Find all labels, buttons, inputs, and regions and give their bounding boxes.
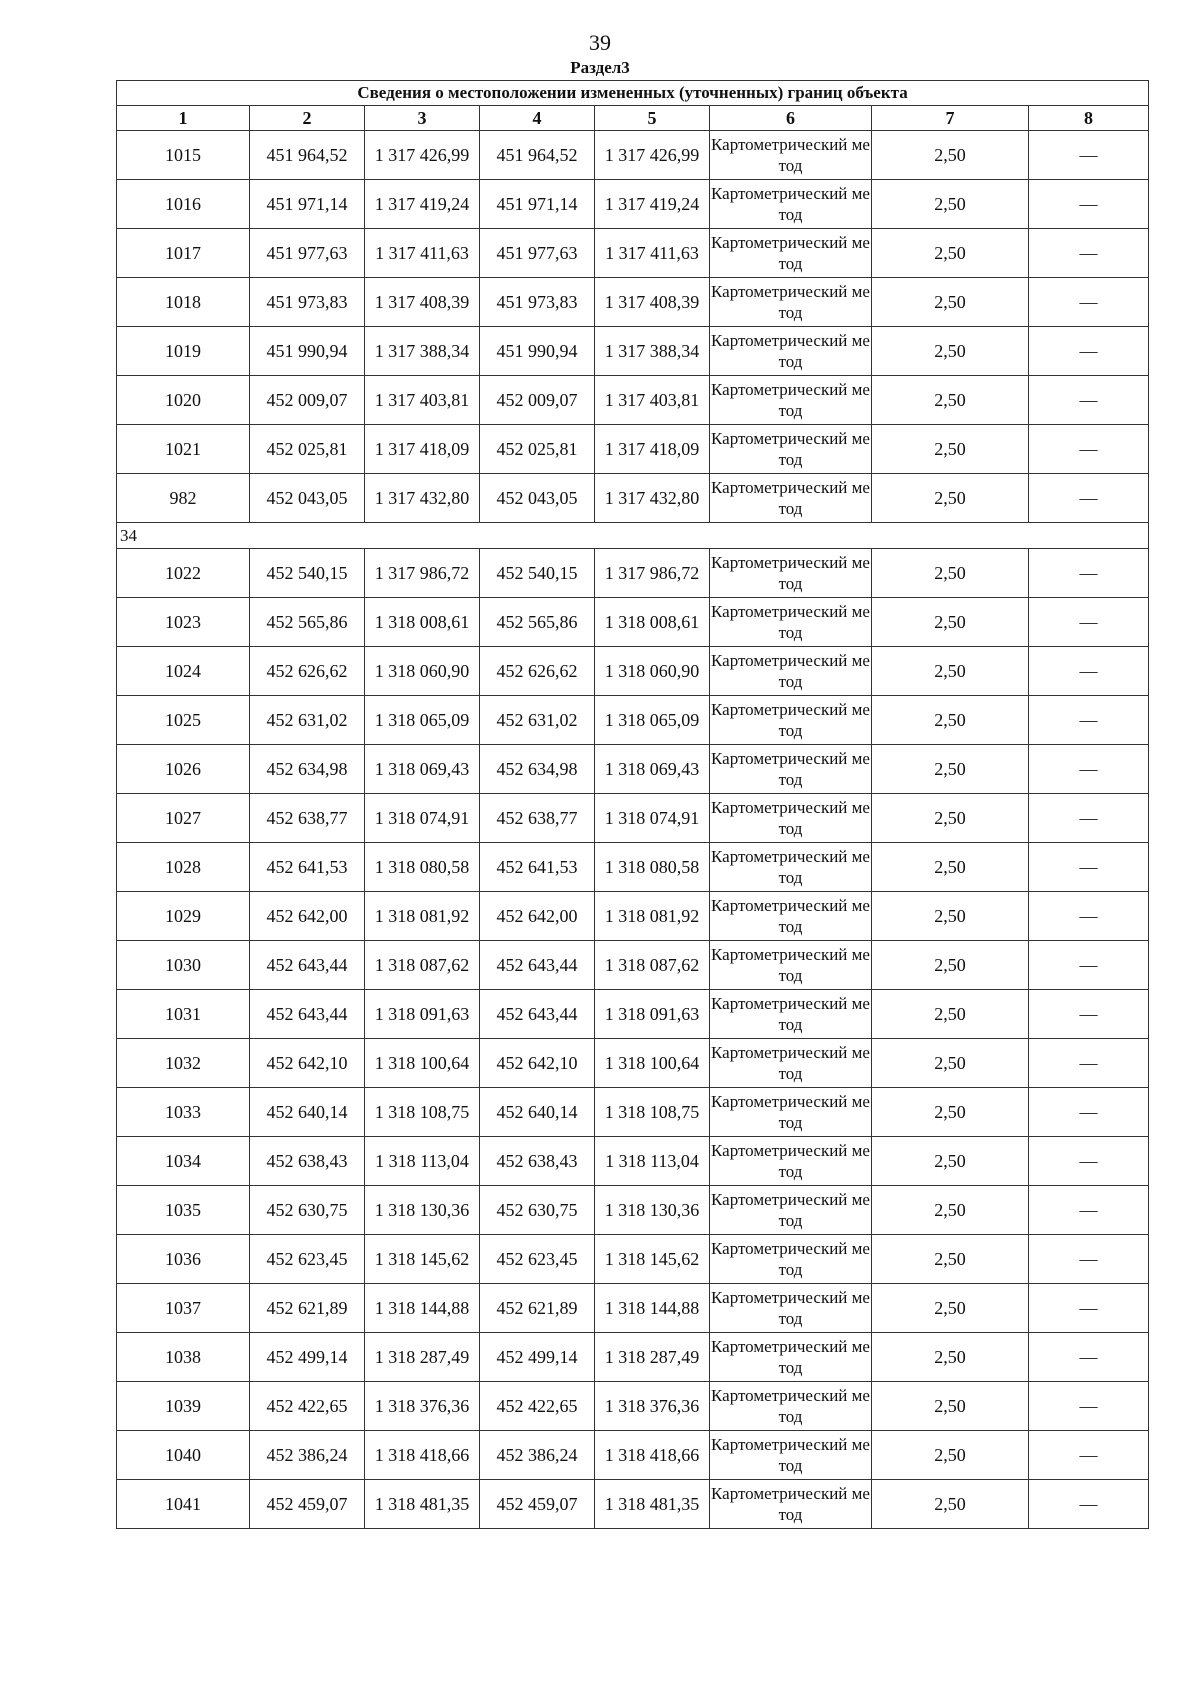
method-cell: Картометрический метод (710, 1480, 872, 1529)
x-old-cell: 452 540,15 (250, 549, 365, 598)
x-new-cell: 451 977,63 (480, 229, 595, 278)
accuracy-cell: 2,50 (872, 696, 1029, 745)
page-number: 39 (589, 30, 611, 55)
table-row (117, 1333, 1149, 1382)
y-new-cell: 1 318 287,49 (595, 1333, 710, 1382)
point-number-cell: 1033 (117, 1088, 250, 1137)
x-new-cell: 452 540,15 (480, 549, 595, 598)
y-old-cell: 1 318 087,62 (365, 941, 480, 990)
x-old-cell: 452 643,44 (250, 990, 365, 1039)
x-new-cell: 452 626,62 (480, 647, 595, 696)
point-number-cell: 1041 (117, 1480, 250, 1529)
table-row (117, 941, 1149, 990)
x-new-cell: 452 621,89 (480, 1284, 595, 1333)
x-new-cell: 452 459,07 (480, 1480, 595, 1529)
y-old-cell: 1 318 091,63 (365, 990, 480, 1039)
x-new-cell: 452 422,65 (480, 1382, 595, 1431)
accuracy-cell: 2,50 (872, 1039, 1029, 1088)
point-number-cell: 1016 (117, 180, 250, 229)
accuracy-cell: 2,50 (872, 327, 1029, 376)
x-old-cell: 452 643,44 (250, 941, 365, 990)
y-old-cell: 1 318 418,66 (365, 1431, 480, 1480)
x-old-cell: 452 025,81 (250, 425, 365, 474)
accuracy-cell: 2,50 (872, 1186, 1029, 1235)
x-new-cell: 452 009,07 (480, 376, 595, 425)
method-cell: Картометрический метод (710, 327, 872, 376)
y-old-cell: 1 317 432,80 (365, 474, 480, 523)
x-new-cell: 452 638,43 (480, 1137, 595, 1186)
x-old-cell: 452 565,86 (250, 598, 365, 647)
y-old-cell: 1 317 403,81 (365, 376, 480, 425)
y-old-cell: 1 318 008,61 (365, 598, 480, 647)
point-number-cell: 1025 (117, 696, 250, 745)
point-number-cell: 1027 (117, 794, 250, 843)
y-old-cell: 1 317 408,39 (365, 278, 480, 327)
method-cell: Картометрический метод (710, 376, 872, 425)
method-cell: Картометрический метод (710, 474, 872, 523)
accuracy-cell: 2,50 (872, 1333, 1029, 1382)
note-cell: — (1029, 696, 1149, 745)
method-cell: Картометрический метод (710, 1235, 872, 1284)
x-old-cell: 451 990,94 (250, 327, 365, 376)
point-number-cell: 1030 (117, 941, 250, 990)
y-new-cell: 1 318 060,90 (595, 647, 710, 696)
accuracy-cell: 2,50 (872, 180, 1029, 229)
coordinates-table (116, 80, 1149, 1529)
y-old-cell: 1 317 419,24 (365, 180, 480, 229)
y-old-cell: 1 317 426,99 (365, 131, 480, 180)
group-label: 34 (117, 523, 1149, 549)
y-old-cell: 1 318 074,91 (365, 794, 480, 843)
x-new-cell: 451 971,14 (480, 180, 595, 229)
method-cell: Картометрический метод (710, 1039, 872, 1088)
accuracy-cell: 2,50 (872, 278, 1029, 327)
accuracy-cell: 2,50 (872, 425, 1029, 474)
table-row (117, 1039, 1149, 1088)
y-new-cell: 1 317 408,39 (595, 278, 710, 327)
x-old-cell: 452 009,07 (250, 376, 365, 425)
y-old-cell: 1 317 418,09 (365, 425, 480, 474)
point-number-cell: 1034 (117, 1137, 250, 1186)
x-old-cell: 452 499,14 (250, 1333, 365, 1382)
x-new-cell: 452 642,00 (480, 892, 595, 941)
method-cell: Картометрический метод (710, 696, 872, 745)
x-old-cell: 452 422,65 (250, 1382, 365, 1431)
point-number-cell: 1029 (117, 892, 250, 941)
accuracy-cell: 2,50 (872, 990, 1029, 1039)
y-new-cell: 1 317 388,34 (595, 327, 710, 376)
table-row (117, 843, 1149, 892)
note-cell: — (1029, 229, 1149, 278)
table-row (117, 549, 1149, 598)
accuracy-cell: 2,50 (872, 794, 1029, 843)
x-old-cell: 452 043,05 (250, 474, 365, 523)
accuracy-cell: 2,50 (872, 131, 1029, 180)
table-row (117, 180, 1149, 229)
method-cell: Картометрический метод (710, 1088, 872, 1137)
y-new-cell: 1 317 411,63 (595, 229, 710, 278)
note-cell: — (1029, 1137, 1149, 1186)
note-cell: — (1029, 745, 1149, 794)
note-cell: — (1029, 1039, 1149, 1088)
accuracy-cell: 2,50 (872, 1480, 1029, 1529)
x-new-cell: 452 631,02 (480, 696, 595, 745)
x-old-cell: 452 626,62 (250, 647, 365, 696)
point-number-cell: 1028 (117, 843, 250, 892)
x-old-cell: 452 386,24 (250, 1431, 365, 1480)
note-cell: — (1029, 327, 1149, 376)
method-cell: Картометрический метод (710, 745, 872, 794)
table-row (117, 892, 1149, 941)
y-new-cell: 1 317 419,24 (595, 180, 710, 229)
x-old-cell: 452 641,53 (250, 843, 365, 892)
y-old-cell: 1 317 388,34 (365, 327, 480, 376)
note-cell: — (1029, 598, 1149, 647)
y-old-cell: 1 318 080,58 (365, 843, 480, 892)
x-old-cell: 451 971,14 (250, 180, 365, 229)
x-old-cell: 452 638,43 (250, 1137, 365, 1186)
y-old-cell: 1 318 113,04 (365, 1137, 480, 1186)
y-old-cell: 1 317 411,63 (365, 229, 480, 278)
y-old-cell: 1 318 481,35 (365, 1480, 480, 1529)
x-new-cell: 452 638,77 (480, 794, 595, 843)
x-new-cell: 452 386,24 (480, 1431, 595, 1480)
note-cell: — (1029, 376, 1149, 425)
y-old-cell: 1 318 108,75 (365, 1088, 480, 1137)
x-old-cell: 452 630,75 (250, 1186, 365, 1235)
accuracy-cell: 2,50 (872, 1235, 1029, 1284)
note-cell: — (1029, 647, 1149, 696)
table-row (117, 794, 1149, 843)
column-number-row (117, 106, 1149, 131)
method-cell: Картометрический метод (710, 598, 872, 647)
accuracy-cell: 2,50 (872, 229, 1029, 278)
method-cell: Картометрический метод (710, 941, 872, 990)
method-cell: Картометрический метод (710, 843, 872, 892)
method-cell: Картометрический метод (710, 278, 872, 327)
table-row (117, 1088, 1149, 1137)
point-number-cell: 1018 (117, 278, 250, 327)
y-new-cell: 1 318 074,91 (595, 794, 710, 843)
table-row (117, 647, 1149, 696)
note-cell: — (1029, 990, 1149, 1039)
y-new-cell: 1 318 087,62 (595, 941, 710, 990)
y-old-cell: 1 318 069,43 (365, 745, 480, 794)
accuracy-cell: 2,50 (872, 1284, 1029, 1333)
x-old-cell: 452 621,89 (250, 1284, 365, 1333)
note-cell: — (1029, 180, 1149, 229)
point-number-cell: 1020 (117, 376, 250, 425)
table-title-row (117, 81, 1149, 106)
column-number: 4 (480, 106, 595, 131)
accuracy-cell: 2,50 (872, 1431, 1029, 1480)
note-cell: — (1029, 1480, 1149, 1529)
method-cell: Картометрический метод (710, 425, 872, 474)
table-row (117, 474, 1149, 523)
x-new-cell: 452 043,05 (480, 474, 595, 523)
y-new-cell: 1 317 426,99 (595, 131, 710, 180)
y-new-cell: 1 318 418,66 (595, 1431, 710, 1480)
note-cell: — (1029, 794, 1149, 843)
y-new-cell: 1 317 418,09 (595, 425, 710, 474)
y-new-cell: 1 318 481,35 (595, 1480, 710, 1529)
section-title: Раздел3 (570, 58, 630, 77)
point-number-cell: 1035 (117, 1186, 250, 1235)
y-new-cell: 1 318 376,36 (595, 1382, 710, 1431)
point-number-cell: 1031 (117, 990, 250, 1039)
table-row (117, 1431, 1149, 1480)
x-new-cell: 451 990,94 (480, 327, 595, 376)
y-old-cell: 1 318 376,36 (365, 1382, 480, 1431)
x-old-cell: 452 638,77 (250, 794, 365, 843)
table-row (117, 278, 1149, 327)
x-old-cell: 452 642,10 (250, 1039, 365, 1088)
y-new-cell: 1 318 100,64 (595, 1039, 710, 1088)
x-new-cell: 452 565,86 (480, 598, 595, 647)
accuracy-cell: 2,50 (872, 941, 1029, 990)
point-number-cell: 1036 (117, 1235, 250, 1284)
y-old-cell: 1 317 986,72 (365, 549, 480, 598)
accuracy-cell: 2,50 (872, 549, 1029, 598)
x-new-cell: 452 640,14 (480, 1088, 595, 1137)
table-row (117, 745, 1149, 794)
method-cell: Картометрический метод (710, 892, 872, 941)
column-number: 3 (365, 106, 480, 131)
method-cell: Картометрический метод (710, 229, 872, 278)
table-row (117, 131, 1149, 180)
y-old-cell: 1 318 130,36 (365, 1186, 480, 1235)
column-number: 5 (595, 106, 710, 131)
column-number: 7 (872, 106, 1029, 131)
note-cell: — (1029, 1186, 1149, 1235)
note-cell: — (1029, 1382, 1149, 1431)
x-old-cell: 452 459,07 (250, 1480, 365, 1529)
note-cell: — (1029, 1284, 1149, 1333)
x-new-cell: 452 643,44 (480, 941, 595, 990)
x-new-cell: 452 630,75 (480, 1186, 595, 1235)
note-cell: — (1029, 549, 1149, 598)
point-number-cell: 1038 (117, 1333, 250, 1382)
accuracy-cell: 2,50 (872, 598, 1029, 647)
table-title: Сведения о местоположении измененных (уточненных) границ объекта (117, 81, 1149, 106)
note-cell: — (1029, 1235, 1149, 1284)
x-new-cell: 452 641,53 (480, 843, 595, 892)
accuracy-cell: 2,50 (872, 892, 1029, 941)
note-cell: — (1029, 941, 1149, 990)
table-row (117, 990, 1149, 1039)
table-row (117, 1480, 1149, 1529)
y-old-cell: 1 318 081,92 (365, 892, 480, 941)
method-cell: Картометрический метод (710, 1284, 872, 1333)
point-number-cell: 1032 (117, 1039, 250, 1088)
method-cell: Картометрический метод (710, 1186, 872, 1235)
table-row (117, 1284, 1149, 1333)
note-cell: — (1029, 892, 1149, 941)
y-new-cell: 1 318 145,62 (595, 1235, 710, 1284)
note-cell: — (1029, 1088, 1149, 1137)
point-number-cell: 1019 (117, 327, 250, 376)
note-cell: — (1029, 278, 1149, 327)
note-cell: — (1029, 131, 1149, 180)
x-old-cell: 451 977,63 (250, 229, 365, 278)
y-old-cell: 1 318 100,64 (365, 1039, 480, 1088)
table-row (117, 425, 1149, 474)
y-new-cell: 1 317 403,81 (595, 376, 710, 425)
point-number-cell: 982 (117, 474, 250, 523)
x-new-cell: 452 642,10 (480, 1039, 595, 1088)
y-new-cell: 1 318 081,92 (595, 892, 710, 941)
x-old-cell: 451 973,83 (250, 278, 365, 327)
point-number-cell: 1017 (117, 229, 250, 278)
note-cell: — (1029, 843, 1149, 892)
accuracy-cell: 2,50 (872, 376, 1029, 425)
method-cell: Картометрический метод (710, 1137, 872, 1186)
point-number-cell: 1021 (117, 425, 250, 474)
table-row (117, 1137, 1149, 1186)
y-old-cell: 1 318 060,90 (365, 647, 480, 696)
method-cell: Картометрический метод (710, 794, 872, 843)
table-row (117, 327, 1149, 376)
x-new-cell: 452 499,14 (480, 1333, 595, 1382)
x-old-cell: 451 964,52 (250, 131, 365, 180)
accuracy-cell: 2,50 (872, 745, 1029, 794)
y-new-cell: 1 318 069,43 (595, 745, 710, 794)
table-body (117, 81, 1149, 1529)
y-new-cell: 1 318 113,04 (595, 1137, 710, 1186)
table-row (117, 1382, 1149, 1431)
x-new-cell: 451 973,83 (480, 278, 595, 327)
method-cell: Картометрический метод (710, 1333, 872, 1382)
point-number-cell: 1040 (117, 1431, 250, 1480)
method-cell: Картометрический метод (710, 647, 872, 696)
y-old-cell: 1 318 145,62 (365, 1235, 480, 1284)
method-cell: Картометрический метод (710, 1382, 872, 1431)
accuracy-cell: 2,50 (872, 1088, 1029, 1137)
y-old-cell: 1 318 065,09 (365, 696, 480, 745)
accuracy-cell: 2,50 (872, 843, 1029, 892)
note-cell: — (1029, 425, 1149, 474)
x-old-cell: 452 642,00 (250, 892, 365, 941)
x-old-cell: 452 640,14 (250, 1088, 365, 1137)
y-new-cell: 1 318 108,75 (595, 1088, 710, 1137)
note-cell: — (1029, 1431, 1149, 1480)
accuracy-cell: 2,50 (872, 1137, 1029, 1186)
y-new-cell: 1 318 130,36 (595, 1186, 710, 1235)
x-new-cell: 452 634,98 (480, 745, 595, 794)
table-row (117, 1235, 1149, 1284)
method-cell: Картометрический метод (710, 990, 872, 1039)
x-old-cell: 452 634,98 (250, 745, 365, 794)
method-cell: Картометрический метод (710, 1431, 872, 1480)
method-cell: Картометрический метод (710, 549, 872, 598)
x-old-cell: 452 623,45 (250, 1235, 365, 1284)
point-number-cell: 1026 (117, 745, 250, 794)
x-new-cell: 452 643,44 (480, 990, 595, 1039)
table-row (117, 696, 1149, 745)
x-new-cell: 451 964,52 (480, 131, 595, 180)
point-number-cell: 1015 (117, 131, 250, 180)
y-old-cell: 1 318 144,88 (365, 1284, 480, 1333)
y-new-cell: 1 318 008,61 (595, 598, 710, 647)
table-row (117, 229, 1149, 278)
column-number: 8 (1029, 106, 1149, 131)
table-row (117, 598, 1149, 647)
note-cell: — (1029, 1333, 1149, 1382)
column-number: 6 (710, 106, 872, 131)
y-new-cell: 1 318 065,09 (595, 696, 710, 745)
point-number-cell: 1024 (117, 647, 250, 696)
method-cell: Картометрический метод (710, 180, 872, 229)
method-cell: Картометрический метод (710, 131, 872, 180)
point-number-cell: 1037 (117, 1284, 250, 1333)
group-header-row (117, 523, 1149, 549)
y-new-cell: 1 318 091,63 (595, 990, 710, 1039)
y-old-cell: 1 318 287,49 (365, 1333, 480, 1382)
table-row (117, 1186, 1149, 1235)
column-number: 1 (117, 106, 250, 131)
y-new-cell: 1 318 144,88 (595, 1284, 710, 1333)
point-number-cell: 1039 (117, 1382, 250, 1431)
accuracy-cell: 2,50 (872, 474, 1029, 523)
accuracy-cell: 2,50 (872, 647, 1029, 696)
point-number-cell: 1022 (117, 549, 250, 598)
table-row (117, 376, 1149, 425)
point-number-cell: 1023 (117, 598, 250, 647)
y-new-cell: 1 318 080,58 (595, 843, 710, 892)
accuracy-cell: 2,50 (872, 1382, 1029, 1431)
note-cell: — (1029, 474, 1149, 523)
column-number: 2 (250, 106, 365, 131)
x-new-cell: 452 025,81 (480, 425, 595, 474)
y-new-cell: 1 317 986,72 (595, 549, 710, 598)
x-new-cell: 452 623,45 (480, 1235, 595, 1284)
y-new-cell: 1 317 432,80 (595, 474, 710, 523)
x-old-cell: 452 631,02 (250, 696, 365, 745)
